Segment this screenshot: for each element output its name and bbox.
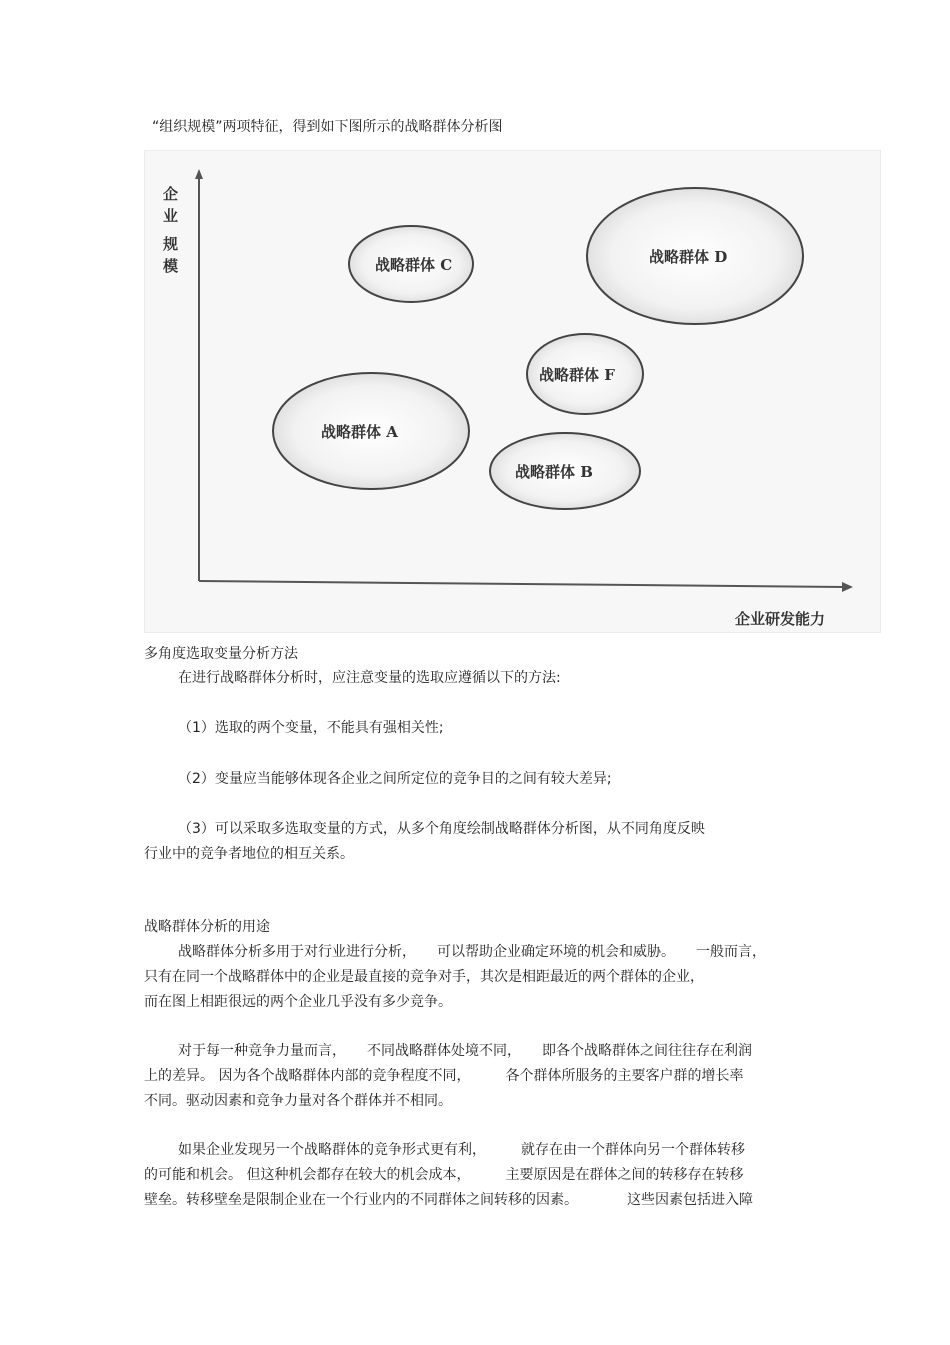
group-d [587,188,803,324]
group-c [349,226,473,302]
y-axis-arrow [195,169,203,179]
section2-heading: 战略群体分析的用途 [144,919,270,935]
section2-p2-line3: 不同。驱动因素和竞争力量对各个群体并不相同。 [144,1093,452,1109]
group-c-label: 战略群体 C [375,256,453,274]
section1-item2: （2）变量应当能够体现各企业之间所定位的竞争目的之间有较大差异; [178,771,612,787]
section2-p2-line1: 对于每一种竞争力量而言， 不同战略群体处境不同， 即各个战略群体之间往往存在利润 [178,1043,752,1059]
group-a-label: 战略群体 A [321,423,398,441]
x-axis-arrow [842,582,853,592]
section2-p2-line2: 上的差异。 因为各个战略群体内部的竞争程度不同， 各个群体所服务的主要客户群的增长率 [144,1068,744,1084]
section1-item3-line2: 行业中的竞争者地位的相互关系。 [144,846,354,862]
intro-line: “组织规模”两项特征，得到如下图所示的战略群体分析图 [152,119,503,135]
group-b [490,433,640,509]
strategic-group-figure [144,150,881,633]
group-f-label: 战略群体 F [539,366,615,384]
y-axis-label-char: 规 [163,235,179,253]
y-axis-label-char: 企 [163,185,179,203]
y-axis-label-char: 模 [163,257,179,275]
x-axis-label: 企业研发能力 [735,610,826,628]
section1-heading: 多角度选取变量分析方法 [144,646,298,662]
section2-p3-line1: 如果企业发现另一个战略群体的竞争形式更有利， 就存在由一个群体向另一个群体转移 [178,1142,745,1158]
section1-item3-line1: （3）可以采取多选取变量的方式，从多个角度绘制战略群体分析图，从不同角度反映 [178,821,705,837]
section1-intro: 在进行战略群体分析时，应注意变量的选取应遵循以下的方法: [178,670,561,686]
section2-p1-line2: 只有在同一个战略群体中的企业是最直接的竞争对手，其次是相距最近的两个群体的企业， [144,969,704,985]
y-axis-label-char: 业 [163,207,179,225]
group-b-label: 战略群体 B [515,463,593,481]
section2-p3-line3: 壁垒。转移壁垒是限制企业在一个行业内的不同群体之间转移的因素。 这些因素包括进入障 [144,1192,753,1208]
group-d-label: 战略群体 D [649,248,728,266]
section1-item1: （1）选取的两个变量，不能具有强相关性; [178,720,444,736]
section2-p1-line3: 而在图上相距很远的两个企业几乎没有多少竞争。 [144,994,452,1010]
x-axis [199,581,845,587]
group-f [527,334,643,414]
section2-p1-line1: 战略群体分析多用于对行业进行分析， 可以帮助企业确定环境的机会和威胁。 一般而言， [178,944,766,960]
strategic-group-diagram [145,151,882,634]
section2-p3-line2: 的可能和机会。 但这种机会都存在较大的机会成本， 主要原因是在群体之间的转移存在转移 [144,1167,744,1183]
group-a [273,373,469,489]
